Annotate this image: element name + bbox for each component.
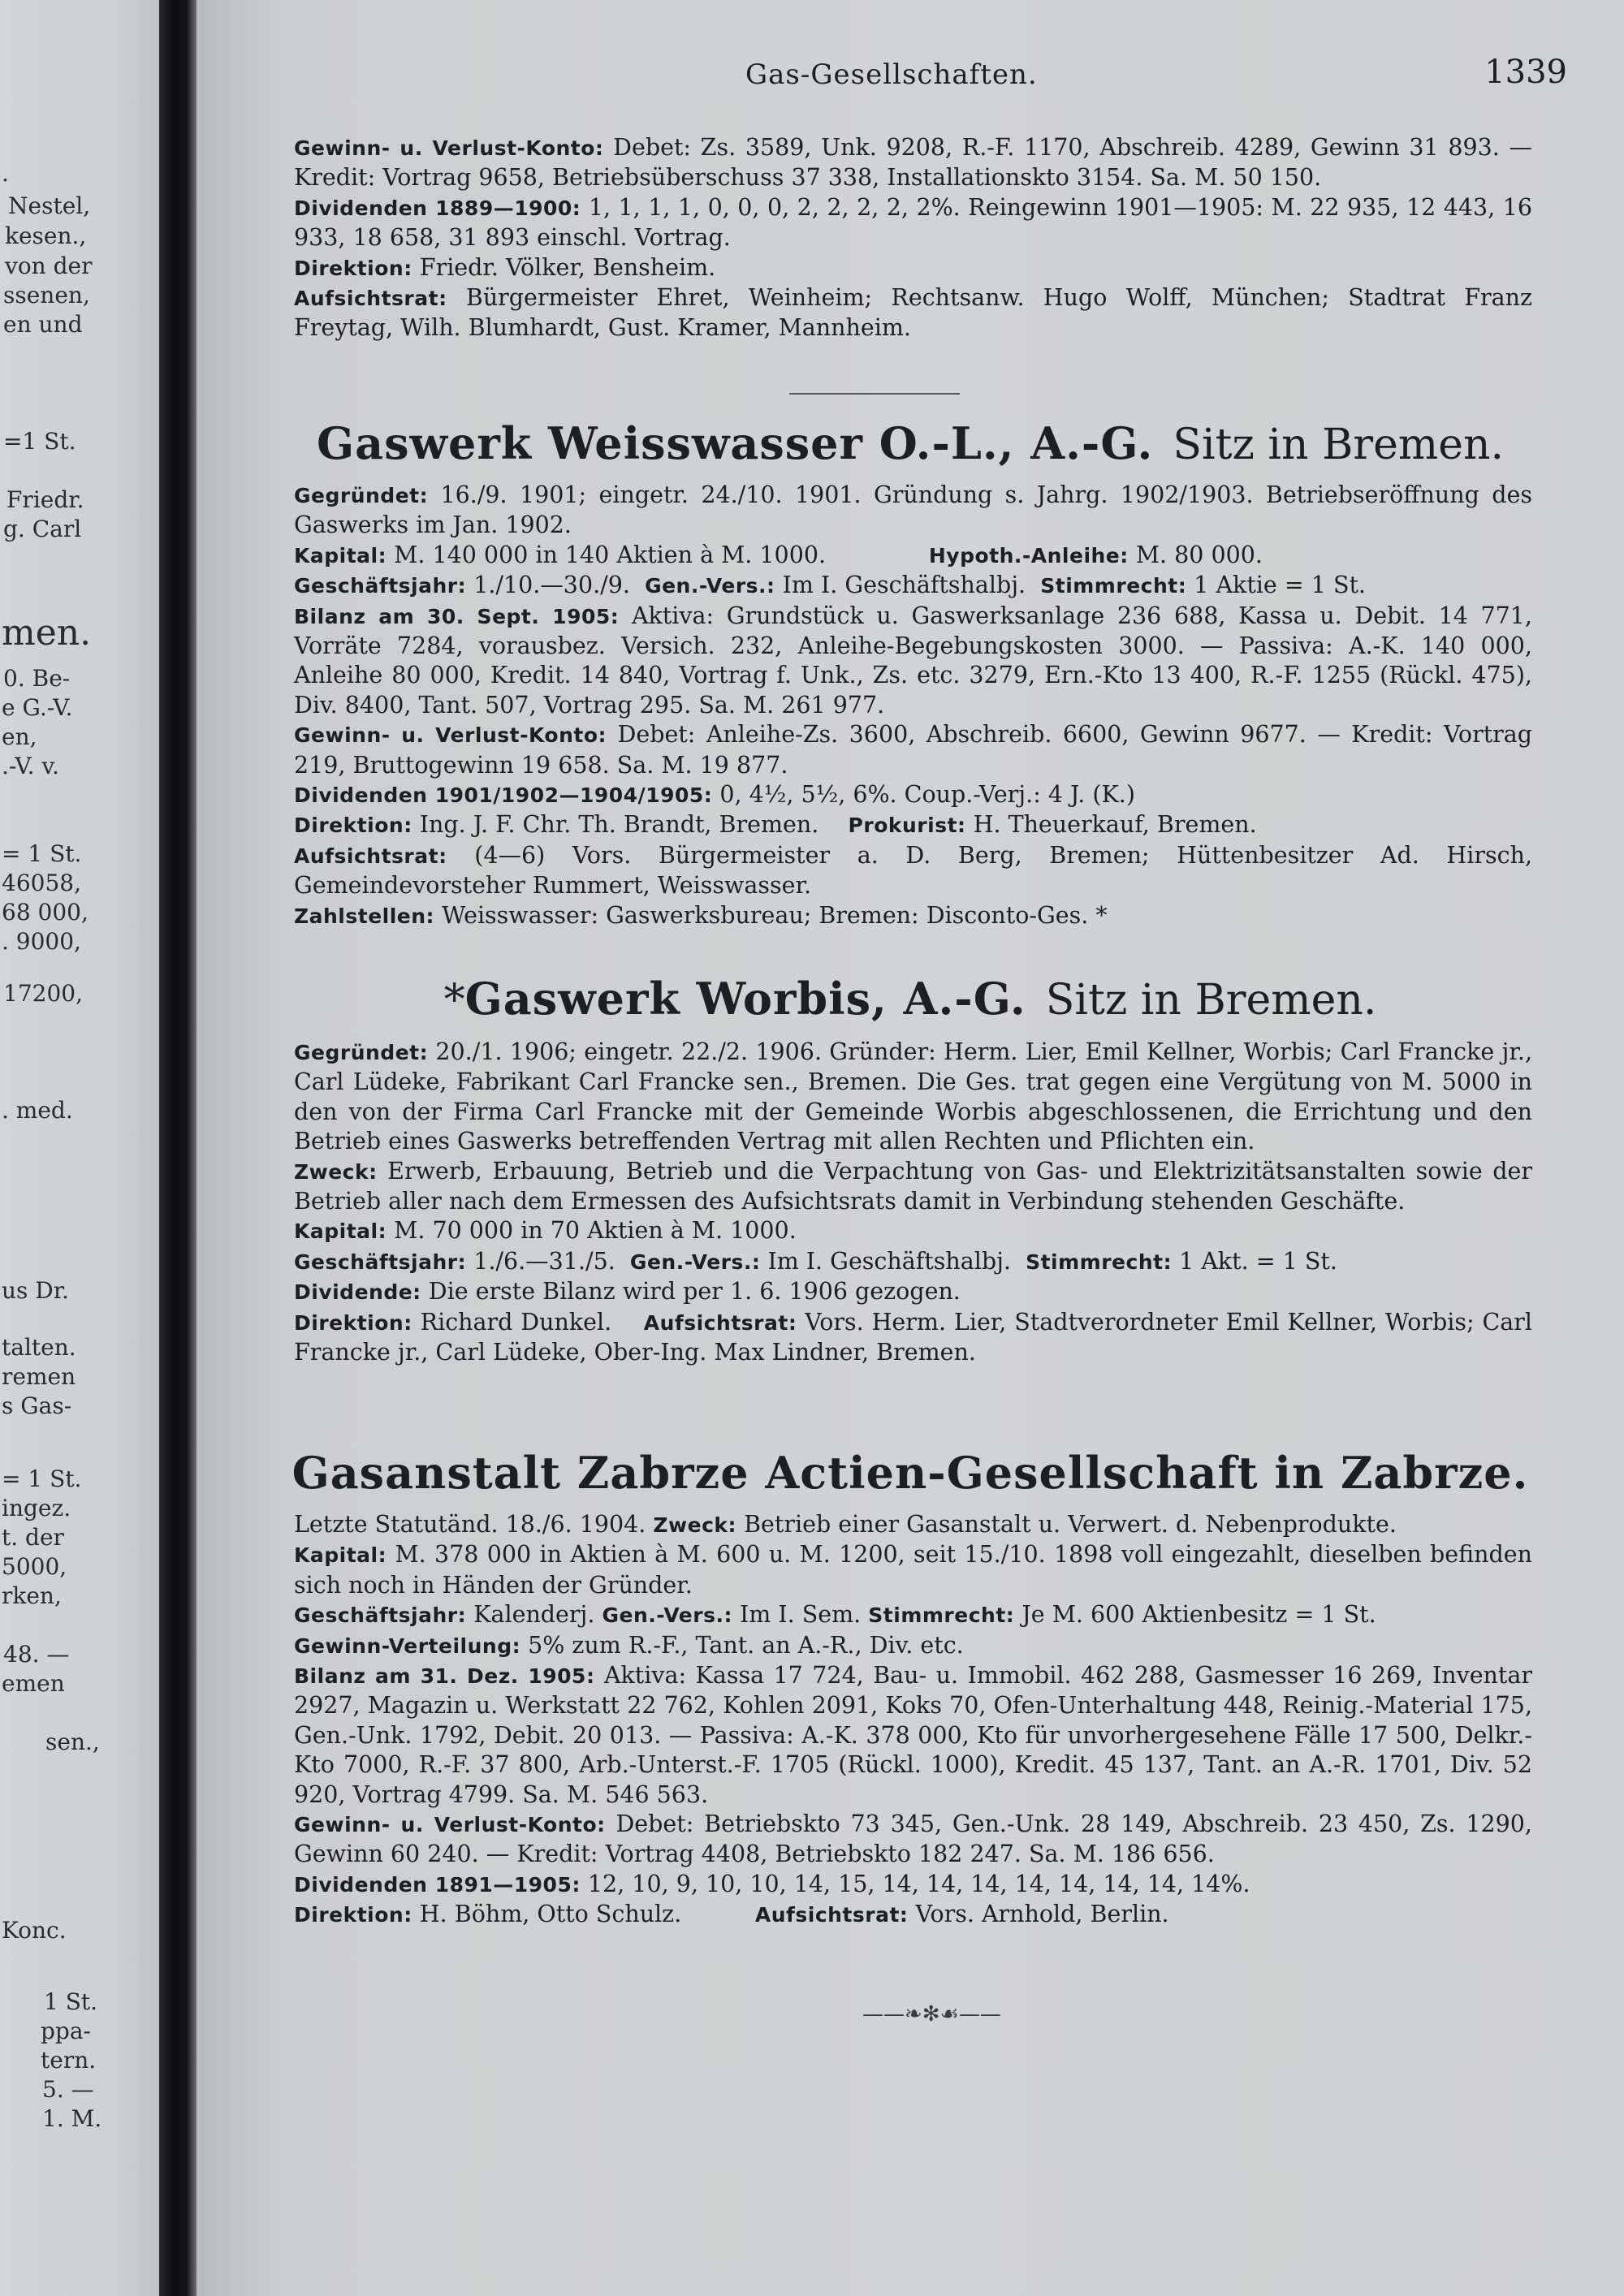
left-page-fragment xyxy=(0,0,159,2296)
left-fragment: . med. xyxy=(2,1097,73,1124)
previous-entry-tail xyxy=(237,133,1532,343)
entry-text: Bürgermeister Ehret, Weinheim; Rechtsanw. Hugo Wolff, München; Stadtrat Franz Freytag, Wilh. Blumhardt, Gust. Kramer, Mannheim. xyxy=(294,284,1533,342)
left-fragment: t. der xyxy=(2,1524,64,1551)
entry-key: Geschäftsjahr: xyxy=(294,1249,467,1274)
left-fragment: rken, xyxy=(2,1582,62,1609)
running-header xyxy=(197,54,1624,99)
left-fragment: = 1 St. xyxy=(2,840,82,867)
entry-text: 1./6.—31./5. xyxy=(473,1247,615,1275)
left-fragment: 1 St. xyxy=(44,1988,98,2015)
company-name: Gaswerk Worbis, A.-G. xyxy=(464,973,1026,1025)
entry-text: Debet: Zs. 3589, Unk. 9208, R.-F. 1170, Abschreib. 4289, Gewinn 31 893. — Kredit: Vortrag 9658, Betriebsüberschuss 37 338, Installationskto 3154. Sa. M. 50 150. xyxy=(294,134,1533,192)
left-fragment: en, xyxy=(2,723,37,750)
entry-key: Zweck: xyxy=(294,1159,378,1184)
company-seat: Sitz in Bremen. xyxy=(1173,421,1505,469)
entry-text: Kalenderj. xyxy=(473,1601,595,1629)
entry-text: Debet: Anleihe-Zs. 3600, Abschreib. 6600, Gewinn 9677. — Kredit: Vortrag 219, Bruttogewinn 19 658. Sa. M. 19 877. xyxy=(294,721,1533,779)
company-entry xyxy=(237,1510,1532,1931)
entry-paragraph xyxy=(237,901,1532,931)
entry-text: Betrieb einer Gasanstalt u. Verwert. d. Nebenprodukte. xyxy=(744,1511,1397,1538)
company-seat: Sitz in Bremen. xyxy=(1045,976,1377,1025)
entry-paragraph xyxy=(237,720,1532,780)
entry-paragraph xyxy=(237,1510,1532,1540)
entry-key: Gegründet: xyxy=(294,484,429,507)
entry-paragraph xyxy=(237,810,1532,840)
left-fragment: 17200, xyxy=(3,980,83,1007)
entry-paragraph xyxy=(237,1157,1532,1217)
entry-text: M. 378 000 in Aktien à M. 600 u. M. 1200, seit 15./10. 1898 voll eingezahlt, dieselben befinden sich noch in Händen der Gründer. xyxy=(294,1541,1532,1599)
entry-text: Im I. Sem. xyxy=(740,1601,862,1629)
entry-text: 12, 10, 9, 10, 10, 14, 15, 14, 14, 14, 14, 14, 14, 14, 14%. xyxy=(587,1870,1250,1897)
entry-paragraph xyxy=(237,541,1532,571)
entry-key: Dividenden 1901/1902—1904/1905: xyxy=(294,783,713,808)
company-name: Gaswerk Weisswasser O.-L., A.-G. xyxy=(316,417,1154,469)
entry-text: Aktiva: Grundstück u. Gaswerksanlage 236 688, Kassa u. Debit. 14 771, Vorräte 7284, vorausbez. Versich. 232, Anleihe-Begebungskosten 3000. — Passiva: A.-K. 140 000, Anleihe 80 000, Kredit. 14 840, Vortrag f. Unk., Zs. etc. 3279, Ern.-Kto 13 400, R.-F. 1255 (Rückl. 475), Div. 8400, Tant. 507, Vortrag 295. Sa. M. 261 977. xyxy=(294,602,1532,719)
company-name: Gasanstalt Zabrze Actien-Gesellschaft in Zabrze. xyxy=(292,1447,1529,1499)
entry-key: Stimmrecht: xyxy=(1026,1249,1173,1274)
entry-text: Ing. J. F. Chr. Th. Brandt, Bremen. xyxy=(419,811,819,839)
entry-paragraph xyxy=(237,1540,1532,1600)
entry-text: Im I. Geschäftshalbj. xyxy=(767,1247,1011,1275)
entry-key: Aufsichtsrat: xyxy=(294,287,447,311)
left-fragment: tern. xyxy=(41,2047,97,2074)
entry-key: Direktion: xyxy=(294,814,412,838)
entry-key: Gegründet: xyxy=(294,1041,429,1064)
left-fragment: g. Carl xyxy=(3,516,82,542)
entry-text: 20./1. 1906; eingetr. 22./2. 1906. Gründer: Herm. Lier, Emil Kellner, Worbis; Carl Francke jr., Carl Lüdeke, Fabrikant Carl Francke sen., Bremen. Die Ges. trat gegen eine Vergütung von M. 5000 in den von der Firma Carl Francke mit der Gemeinde Worbis abgeschlossenen, die Errichtung und den Betrieb eines Gaswerks betreffenden Vertrag mit allen Rechten und Pflichten ein. xyxy=(294,1038,1532,1155)
left-fragment: ingez. xyxy=(2,1495,71,1521)
page-number: 1339 xyxy=(1484,54,1567,91)
entry-key: Gewinn- u. Verlust-Konto: xyxy=(294,136,604,160)
left-fragment: 68 000, xyxy=(2,899,89,926)
entry-paragraph xyxy=(237,1900,1532,1930)
entry-text: (4—6) Vors. Bürgermeister a. D. Berg, Bremen; Hüttenbesitzer Ad. Hirsch, Gemeindevorsteher Rummert, Weisswasser. xyxy=(294,841,1532,900)
left-fragment: 5000, xyxy=(2,1553,67,1580)
entry-paragraph xyxy=(237,133,1532,193)
entry-key: Kapital: xyxy=(294,1219,387,1244)
entry-text: Im I. Geschäftshalbj. xyxy=(782,572,1026,599)
entry-key: Direktion: xyxy=(294,1903,412,1927)
entry-text: M. 70 000 in 70 Aktien à M. 1000. xyxy=(394,1217,797,1245)
entry-text: Richard Dunkel. xyxy=(420,1308,612,1336)
entry-key: Gewinn- u. Verlust-Konto: xyxy=(294,1813,606,1837)
left-fragment: us Dr. xyxy=(2,1277,69,1304)
entry-text: 16./9. 1901; eingetr. 24./10. 1901. Gründung s. Jahrg. 1902/1903. Betriebseröffnung des Gaswerks im Jan. 1902. xyxy=(294,481,1532,539)
left-fragment: talten. xyxy=(2,1334,76,1361)
entry-paragraph xyxy=(237,1870,1532,1900)
entry-text: M. 140 000 in 140 Aktien à M. 1000. xyxy=(394,541,827,568)
entry-key: Gen.-Vers.: xyxy=(602,1603,732,1628)
end-ornament: ——❧✻☙—— xyxy=(862,2002,1001,2026)
left-fragment: 0. Be- xyxy=(3,665,71,692)
entry-text: 1 Aktie = 1 St. xyxy=(1194,572,1366,599)
left-fragment: Konc. xyxy=(2,1917,67,1944)
left-fragment: .-V. v. xyxy=(2,753,59,779)
entry-key: Dividende: xyxy=(294,1280,421,1305)
entry-key: Gen.-Vers.: xyxy=(645,574,775,598)
left-fragment: remen xyxy=(2,1363,76,1390)
entry-text: 1./10.—30./9. xyxy=(473,572,630,599)
entry-key: Stimmrecht: xyxy=(1040,574,1187,598)
left-fragment: s Gas- xyxy=(2,1392,72,1419)
left-fragment: e G.-V. xyxy=(2,694,73,721)
entry-paragraph xyxy=(237,1600,1532,1630)
left-fragment: 46058, xyxy=(2,870,81,896)
entry-key: Dividenden 1889—1900: xyxy=(294,196,581,220)
entry-key: Gewinn- u. Verlust-Konto: xyxy=(294,723,607,748)
entry-key: Gen.-Vers.: xyxy=(629,1249,761,1274)
company-heading xyxy=(197,974,1624,1025)
left-fragment: en und xyxy=(3,311,83,338)
entry-key: Aufsichtsrat: xyxy=(294,844,447,868)
entry-text: Friedr. Völker, Bensheim. xyxy=(419,253,716,281)
entry-paragraph xyxy=(237,1308,1532,1368)
entry-text: Erwerb, Erbauung, Betrieb und die Verpachtung von Gas- und Elektrizitätsanstalten sowie der Betrieb aller nach dem Ermessen des Aufsichtsrats damit in Verbindung stehenden Geschäfte. xyxy=(294,1157,1533,1215)
entry-text: 1 Akt. = 1 St. xyxy=(1179,1247,1337,1275)
entry-paragraph xyxy=(237,1038,1532,1157)
entry-text: Vors. Arnhold, Berlin. xyxy=(915,1901,1169,1928)
entry-key: Aufsichtsrat: xyxy=(643,1310,797,1335)
entry-paragraph xyxy=(237,571,1532,601)
entry-key: Zahlstellen: xyxy=(294,904,435,928)
entry-text: Aktiva: Kassa 17 724, Bau- u. Immobil. 462 288, Gasmesser 16 269, Inventar 2927, Magazin u. Werkstatt 22 762, Kohlen 2091, Koks 70, Ofen-Unterhaltung 448, Reinig.-Material 175, Gen.-Unk. 1792, Debit. 20 013. — Passiva: A.-K. 378 000, Kto für unvorhergesehene Fälle 17 500, Delkr.-Kto 7000, R.-F. 37 800, Arb.-Unterst.-F. 1705 (Rückl. 1000), Kredit. 45 137, Tant. an A.-R. 1701, Div. 52 920, Vortrag 4799. Sa. M. 546 563. xyxy=(294,1662,1532,1808)
left-fragment: 5. — xyxy=(42,2076,94,2103)
left-fragment: kesen., xyxy=(5,222,87,249)
entry-text: Die erste Bilanz wird per 1. 6. 1906 gezogen. xyxy=(428,1278,961,1306)
left-fragment: Friedr. xyxy=(6,486,84,513)
entry-paragraph xyxy=(237,1247,1532,1277)
entry-key: Kapital: xyxy=(294,1543,387,1568)
left-fragment: 48. — xyxy=(3,1641,70,1668)
entry-text: Vors. Herm. Lier, Stadtverordneter Emil Kellner, Worbis; Carl Francke jr., Carl Lüdeke, Ober-Ing. Max Lindner, Bremen. xyxy=(294,1308,1533,1366)
entry-paragraph xyxy=(237,283,1532,343)
entry-key: Kapital: xyxy=(294,543,387,568)
entry-paragraph xyxy=(237,1661,1532,1810)
entry-paragraph xyxy=(237,780,1532,810)
entry-text: Letzte Statutänd. 18./6. 1904. xyxy=(294,1511,646,1538)
left-fragment: Nestel, xyxy=(8,192,91,219)
entry-text: M. 80 000. xyxy=(1135,541,1263,568)
entry-key: Geschäftsjahr: xyxy=(294,574,467,598)
company-entry xyxy=(237,1038,1532,1367)
entry-key: Gewinn-Verteilung: xyxy=(294,1634,521,1658)
entry-key: Geschäftsjahr: xyxy=(294,1603,467,1628)
section-divider xyxy=(789,393,960,395)
entry-text: 1, 1, 1, 1, 0, 0, 0, 2, 2, 2, 2, 2%. Reingewinn 1901—1905: M. 22 935, 12 443, 16 933, 18 658, 31 893 einschl. Vortrag. xyxy=(294,193,1533,252)
entry-paragraph xyxy=(237,1216,1532,1246)
book-gutter xyxy=(159,0,197,2296)
new-entry-star: * xyxy=(443,976,465,1025)
entry-text: H. Böhm, Otto Schulz. xyxy=(419,1901,682,1928)
entry-paragraph xyxy=(237,193,1532,253)
entry-key: Direktion: xyxy=(294,256,412,280)
entry-text: Weisswasser: Gaswerksbureau; Bremen: Disconto-Ges. * xyxy=(442,901,1108,929)
entry-key: Dividenden 1891—1905: xyxy=(294,1872,581,1897)
entry-text: H. Theuerkauf, Bremen. xyxy=(973,811,1257,839)
left-fragment: = 1 St. xyxy=(2,1465,82,1492)
entry-paragraph xyxy=(237,841,1532,901)
entry-key: Direktion: xyxy=(294,1310,412,1335)
entry-key: Bilanz am 31. Dez. 1905: xyxy=(294,1664,595,1689)
entry-text: 5% zum R.-F., Tant. an A.-R., Div. etc. xyxy=(528,1631,964,1659)
company-entry xyxy=(237,481,1532,931)
entry-paragraph xyxy=(237,253,1532,283)
left-fragment: 1. M. xyxy=(42,2105,102,2132)
left-fragment: =1 St. xyxy=(3,428,76,455)
entry-key: Zweck: xyxy=(653,1513,737,1537)
left-fragment: ssenen, xyxy=(3,282,90,309)
left-fragment: ppa- xyxy=(41,2018,92,2044)
entry-key: Bilanz am 30. Sept. 1905: xyxy=(294,604,620,628)
left-fragment: sen., xyxy=(45,1728,100,1755)
right-page xyxy=(197,0,1624,2296)
entry-text: Je M. 600 Aktienbesitz = 1 St. xyxy=(1021,1601,1376,1629)
entry-key: Stimmrecht: xyxy=(868,1603,1015,1628)
running-title: Gas-Gesellschaften. xyxy=(745,58,1038,91)
left-fragment: men. xyxy=(2,612,92,654)
left-fragment: von der xyxy=(5,252,93,279)
entry-text: Debet: Betriebskto 73 345, Gen.-Unk. 28 149, Abschreib. 23 450, Zs. 1290, Gewinn 60 240. — Kredit: Vortrag 4408, Betriebskto 182 247. Sa. M. 186 656. xyxy=(294,1810,1532,1868)
entry-paragraph xyxy=(237,602,1532,721)
entry-key: Prokurist: xyxy=(848,814,966,838)
entry-paragraph xyxy=(237,1631,1532,1661)
entry-paragraph xyxy=(237,481,1532,541)
entry-text: 0, 4½, 5½, 6%. Coup.-Verj.: 4 J. (K.) xyxy=(719,781,1135,809)
entry-key: Aufsichtsrat: xyxy=(754,1903,909,1927)
entry-paragraph xyxy=(237,1810,1532,1870)
left-fragment: . 9000, xyxy=(2,928,81,955)
company-heading xyxy=(197,419,1624,469)
company-heading xyxy=(197,1448,1624,1499)
entry-paragraph xyxy=(237,1277,1532,1307)
left-fragment: emen xyxy=(2,1670,65,1697)
left-fragment: . xyxy=(2,160,9,187)
entry-key: Hypoth.-Anleihe: xyxy=(928,543,1129,568)
